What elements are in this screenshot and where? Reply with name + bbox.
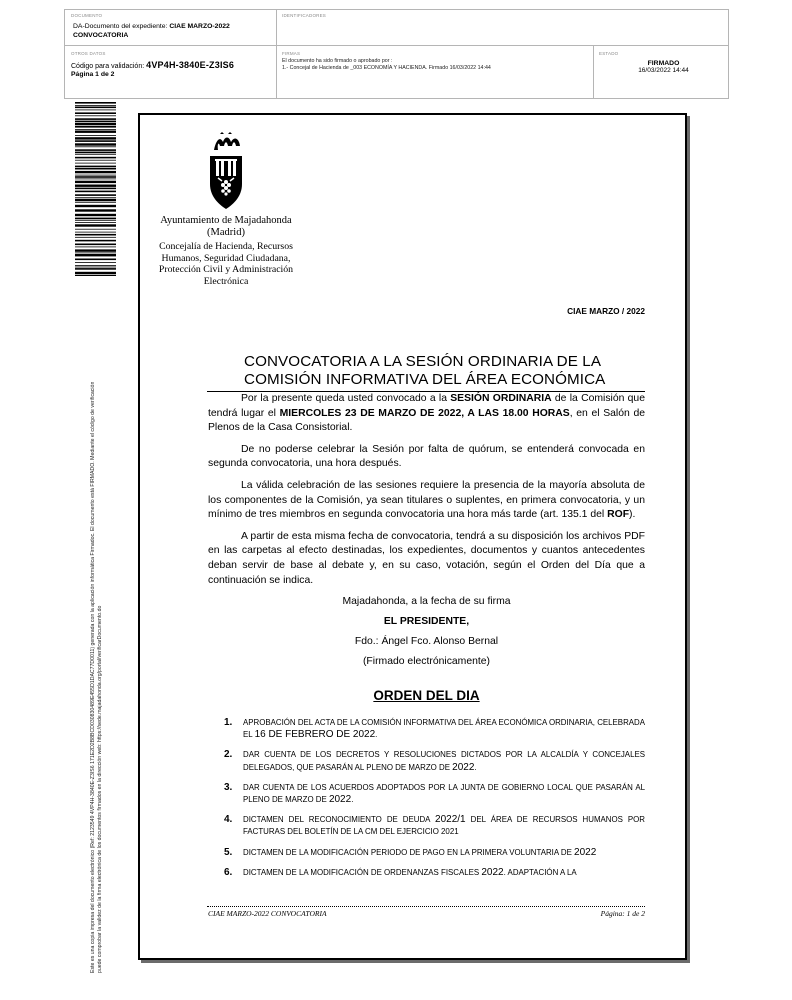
barcode-bar xyxy=(75,222,116,223)
firmas-cell xyxy=(277,46,594,98)
agenda-item xyxy=(224,867,645,879)
validation-prefix: Código para validación: xyxy=(71,63,145,70)
barcode-bar xyxy=(75,160,116,161)
footer-page-number: Página: 1 de 2 xyxy=(600,909,645,918)
agenda-item-number: 4. xyxy=(224,814,233,826)
barcode-bar xyxy=(75,232,116,233)
barcode-bar xyxy=(75,154,116,155)
barcode-bar xyxy=(75,254,116,256)
agenda-item-date: 2022 xyxy=(481,866,504,878)
barcode-bar xyxy=(75,105,116,106)
estado-label: ESTADO xyxy=(599,51,619,56)
agenda-list xyxy=(224,717,645,887)
barcode-bar xyxy=(75,194,116,196)
identificadores-cell xyxy=(277,10,728,46)
barcode-bar xyxy=(75,107,116,109)
barcode-bar xyxy=(75,143,116,145)
barcode-bar xyxy=(75,240,116,242)
barcode-bar xyxy=(75,121,116,123)
agenda-item-number: 1. xyxy=(224,717,233,728)
agenda-item-date: 2022 xyxy=(574,846,597,858)
p3-c: ). xyxy=(629,509,636,521)
agenda-item-number: 5. xyxy=(224,846,233,858)
municipality-region: (Madrid) xyxy=(207,227,245,238)
signature-name: Fdo.: Ángel Fco. Alonso Bernal xyxy=(354,636,499,648)
agenda-item-date: 2022 xyxy=(328,794,352,806)
validation-code: 4VP4H-3840E-Z3IS6 xyxy=(146,60,235,70)
barcode-bar xyxy=(75,224,116,226)
estado-cell xyxy=(594,46,728,98)
agenda-item-number: 2. xyxy=(224,749,233,761)
barcode-bar xyxy=(75,265,116,266)
p3-rof: ROF xyxy=(607,509,630,521)
orden-del-dia-heading xyxy=(208,688,645,703)
barcode-bar xyxy=(75,179,116,180)
barcode-bar xyxy=(75,149,116,151)
footer-rule xyxy=(207,906,645,907)
agenda-item-tail: . xyxy=(474,762,477,772)
barcode-bar xyxy=(75,191,116,193)
barcode-bar xyxy=(75,137,116,139)
side-note-line1: Este es una copia impresa del documento electrónico (Ref: 2123549 4VP4H-3840E-Z3IS6 171E2D2B8BCD030830489E455D1DAC77D0011) generada con la aplicación informática Firmadoc. El documento está FIRMADO. Mediante el código de verificación xyxy=(90,381,96,973)
barcode-bar xyxy=(75,131,116,133)
agenda-item-date: 2022/1 xyxy=(435,814,466,826)
agenda-item-tail: DEL ÁREA DE RECURSOS HUMANOS POR FACTURAS DEL BOLETÍN DE LA CM DEL EJERCICIO 2021 xyxy=(243,815,646,837)
barcode-bar xyxy=(75,268,116,270)
side-note-line2: puede comprobar la validez de la firma electrónica de los documentos firmados en la dirección web: https://sede.majadahonda.org/portal/verificarDocumento.do xyxy=(97,605,103,973)
p1-e: , en el Salón de Plenos de la Casa Consistorial. xyxy=(208,407,645,434)
barcode-bar xyxy=(75,181,116,183)
firmas-line1: El documento ha sido firmado o aprobado por : xyxy=(282,58,393,64)
barcode-bar xyxy=(75,129,116,130)
otros-datos-label: OTROS DATOS xyxy=(71,51,106,56)
agenda-item xyxy=(224,814,645,838)
estado-value: FIRMADO xyxy=(647,60,680,67)
side-verification-note xyxy=(81,283,103,973)
paragraph-2: De no poderse celebrar la Sesión por falta de quórum, se entenderá convocada en segunda convocatoria, una hora después. xyxy=(208,443,645,470)
title-line2: COMISIÓN INFORMATIVA DEL ÁREA ECONÓMICA xyxy=(244,371,606,388)
firmas-label: FIRMAS xyxy=(282,51,301,56)
estado-date: 16/03/2022 14:44 xyxy=(638,67,689,74)
agenda-item-text: DAR CUENTA DE LOS ACUERDOS ADOPTADOS POR LA JUNTA DE GOBIERNO LOCAL QUE PASARÁN AL PLENO DE MARZO DE xyxy=(243,782,645,805)
barcode-bar xyxy=(75,146,116,147)
barcode-bar xyxy=(75,209,116,211)
documento-cell xyxy=(65,10,277,46)
barcode-bar xyxy=(75,259,116,261)
barcode-bar xyxy=(75,115,116,116)
barcode-bar xyxy=(75,244,116,246)
barcode-bar xyxy=(75,234,116,236)
orden-heading-text: ORDEN DEL DIA xyxy=(373,688,480,703)
barcode-bar xyxy=(75,126,116,128)
barcode-bar xyxy=(75,118,116,120)
barcode-bar xyxy=(75,197,116,198)
barcode-bar xyxy=(75,214,116,216)
barcode-bar xyxy=(75,171,116,173)
documento-line1: DA-Documento del expediente: xyxy=(73,23,168,30)
barcode-bar xyxy=(75,188,116,190)
municipality-name: Ayuntamiento de Majadahonda xyxy=(160,215,292,226)
barcode xyxy=(75,102,116,276)
barcode-bar xyxy=(75,168,116,170)
agenda-item-text: DICTAMEN DE LA MODIFICACIÓN DE ORDENANZAS FISCALES xyxy=(243,867,482,877)
footer-document-name: CIAE MARZO-2022 CONVOCATORIA xyxy=(208,909,327,918)
agenda-item-text: APROBACIÓN DEL ACTA DE LA COMISIÓN INFORMATIVA DEL ÁREA ECONÓMICA ORDINARIA, CELEBRADA EL xyxy=(243,718,645,740)
barcode-bar xyxy=(75,247,116,248)
p1-a: Por la presente queda usted convocado a la xyxy=(241,393,451,404)
agenda-item-tail: . xyxy=(351,795,354,805)
barcode-bar xyxy=(75,218,116,220)
barcode-bar xyxy=(75,110,116,111)
barcode-bar xyxy=(75,205,116,207)
document-reference: CIAE MARZO / 2022 xyxy=(567,306,645,316)
side-note-text xyxy=(90,382,104,973)
coat-of-arms-icon xyxy=(206,132,246,210)
paragraph-1 xyxy=(208,392,645,436)
signature-role: EL PRESIDENTE, xyxy=(383,616,470,628)
barcode-bar xyxy=(75,163,116,164)
documento-value xyxy=(71,23,276,40)
firmas-line2: 1.- Concejal de Hacienda de _003 ECONOMÍA Y HACIENDA. Firmado 16/03/2022 14:44 xyxy=(282,65,491,71)
paragraph-4: A partir de esta misma fecha de convocatoria, tendrá a su disposición los archivos PDF en las carpetas al efecto destinadas, los expedientes, documentos y cuantos antecedentes deban servir de base al debate y, en su caso, votación, según el Orden del Día que a continuación se indica. xyxy=(208,530,645,586)
page-info: Página 1 de 2 xyxy=(71,71,115,78)
agenda-item xyxy=(224,847,645,859)
agenda-item-number: 6. xyxy=(224,866,233,878)
barcode-bar xyxy=(75,176,116,178)
barcode-bar xyxy=(75,175,116,176)
barcode-bar xyxy=(75,262,116,263)
barcode-bar xyxy=(75,237,116,238)
barcode-bar xyxy=(75,152,116,154)
paragraph-3 xyxy=(208,479,645,523)
barcode-bar xyxy=(75,202,116,203)
barcode-bar xyxy=(75,267,116,268)
barcode-bar xyxy=(75,229,116,230)
expediente-code: CIAE MARZO-2022 xyxy=(169,23,230,30)
documento-line2: CONVOCATORIA xyxy=(73,31,129,39)
documento-label: DOCUMENTO xyxy=(71,13,103,18)
barcode-bar xyxy=(75,185,116,187)
signature-block xyxy=(208,595,645,669)
agenda-item-date: 16 DE FEBRERO DE 2022 xyxy=(254,729,376,741)
signature-place-date: Majadahonda, a la fecha de su firma xyxy=(342,596,511,608)
barcode-bar xyxy=(75,275,116,276)
barcode-bar xyxy=(75,157,116,159)
barcode-bar xyxy=(75,166,116,168)
p1-date-time: MIERCOLES 23 DE MARZO DE 2022, A LAS 18.00 HORAS xyxy=(279,407,570,419)
signature-note: (Firmado electrónicamente) xyxy=(362,656,491,668)
identificadores-label: IDENTIFICADORES xyxy=(282,13,327,18)
agenda-item-tail: . xyxy=(375,730,378,740)
agenda-item-text: DAR CUENTA DE LOS DECRETOS Y RESOLUCIONES DICTADOS POR LA ALCALDÍA Y CONCEJALES DELEGADOS, QUE PASARÁN AL PLENO DE MARZO DE xyxy=(243,750,645,772)
barcode-bar xyxy=(75,220,116,221)
barcode-bar xyxy=(75,249,116,251)
otros-datos-cell xyxy=(65,46,277,98)
barcode-bar xyxy=(75,135,116,136)
barcode-bar xyxy=(75,199,116,201)
barcode-bar xyxy=(75,272,116,274)
p1-session-type: SESIÓN ORDINARIA xyxy=(450,393,552,404)
document-title xyxy=(244,353,605,389)
barcode-bar xyxy=(75,123,116,125)
p3-a: La válida celebración de las sesiones requiere la presencia de la mayoría absoluta de los componentes de la Comisión, ya sean titulares o suplentes, en primera convocatoria, y un mínimo de tres miembros en segunda convocatoria una hora más tarde (art. 135.1 del xyxy=(208,479,645,521)
agenda-item-number: 3. xyxy=(224,781,233,793)
department-name: Concejalía de Hacienda, Recursos Humanos, Seguridad Ciudadana, Protección Civil y Administración Electrónica xyxy=(158,241,294,287)
agenda-item xyxy=(224,749,645,773)
agenda-item-text: DICTAMEN DEL RECONOCIMIENTO DE DEUDA xyxy=(243,815,436,825)
agenda-item xyxy=(224,717,645,741)
barcode-bar xyxy=(75,140,116,142)
validation-code-line xyxy=(71,61,276,71)
signature-header-box xyxy=(64,9,729,99)
barcode-bar xyxy=(75,112,116,114)
title-line1: CONVOCATORIA A LA SESIÓN ORDINARIA DE LA xyxy=(244,353,602,370)
letterhead xyxy=(150,215,302,287)
barcode-bar xyxy=(75,102,116,104)
agenda-item-text: DICTAMEN DE LA MODIFICACIÓN PERIODO DE PAGO EN LA PRIMERA VOLUNTARIA DE xyxy=(243,847,575,857)
p1-c: de la Comisión que tendrá lugar el xyxy=(208,393,645,419)
agenda-item-date: 2022 xyxy=(452,761,475,773)
agenda-item-tail: . ADAPTACIÓN A LA xyxy=(503,867,577,877)
barcode-bar xyxy=(75,253,116,254)
convocation-body xyxy=(208,392,645,669)
agenda-item xyxy=(224,782,645,806)
